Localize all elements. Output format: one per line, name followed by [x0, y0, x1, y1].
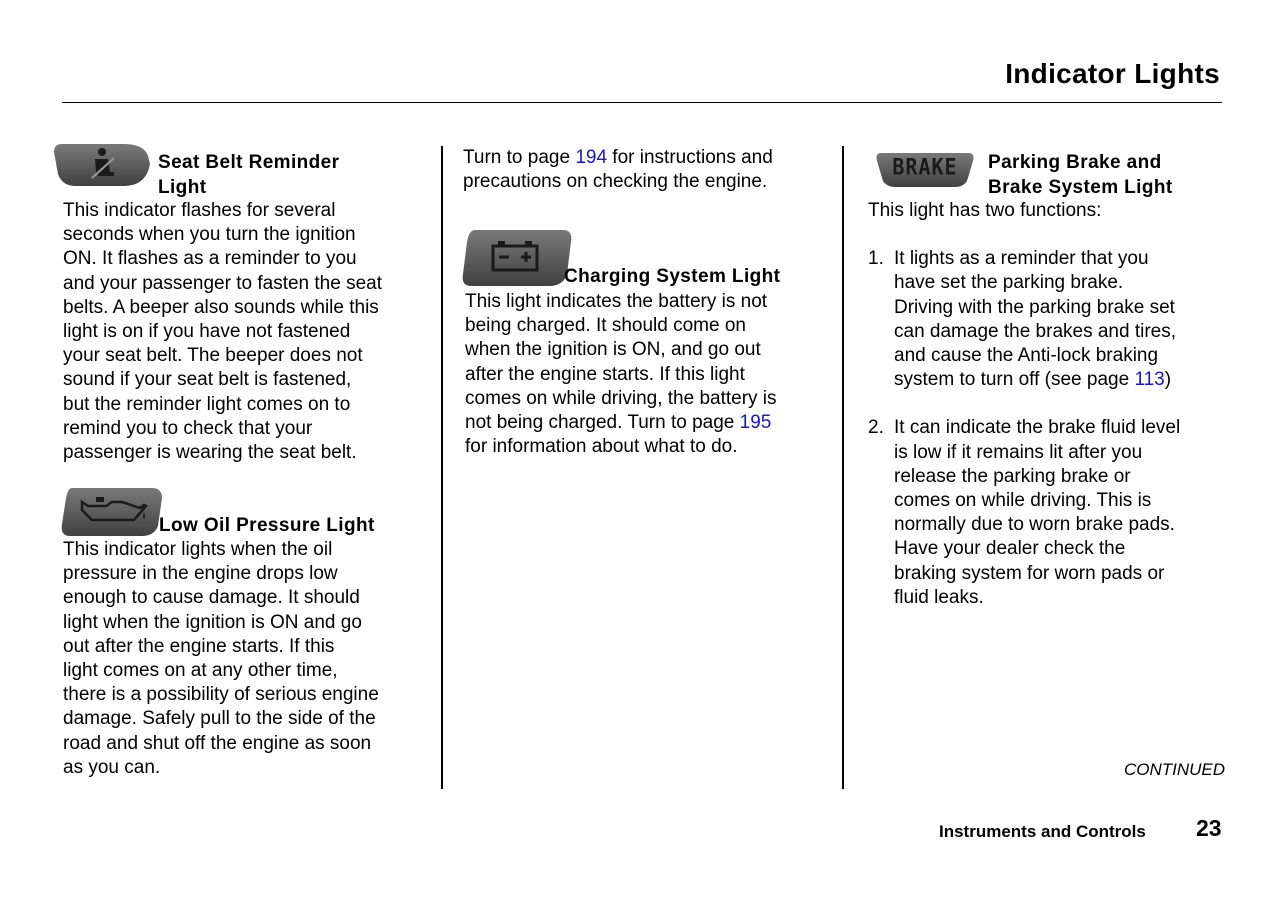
- charging-body: [465, 290, 835, 459]
- brake-heading-line2: Brake System Light: [988, 176, 1173, 198]
- list-item: [868, 416, 1228, 610]
- text-line: [894, 368, 1228, 392]
- page-title: Indicator Lights: [1005, 58, 1220, 89]
- continued-label: CONTINUED: [1123, 760, 1225, 779]
- list-number: 1.: [868, 248, 884, 270]
- text-line: enough to cause damage. It should: [63, 587, 360, 609]
- text-line: This indicator flashes for several: [63, 200, 336, 221]
- text-line: out after the engine starts. If this: [63, 635, 335, 657]
- text-fragment: Turn to page: [463, 147, 576, 168]
- text-line: pressure in the engine drops low: [63, 563, 338, 585]
- text-line: It can indicate the brake fluid level: [894, 417, 1181, 439]
- list-number: 2.: [868, 417, 884, 439]
- text-line: comes on while driving. This is: [894, 490, 1152, 512]
- text-line: comes on while driving, the battery is: [465, 387, 777, 409]
- page-link-194[interactable]: 194: [575, 147, 608, 168]
- battery-charging-indicator-icon: [461, 228, 575, 288]
- text-line: This indicator lights when the oil: [63, 539, 333, 560]
- text-line: there is a possibility of serious engine: [63, 684, 379, 706]
- text-line: Driving with the parking brake set: [894, 296, 1175, 318]
- text-line: belts. A beeper also sounds while this: [63, 296, 379, 318]
- text-line: your seat belt. The beeper does not: [63, 345, 363, 367]
- text-fragment: not being charged. Turn to page: [465, 412, 740, 434]
- text-line: release the parking brake or: [894, 465, 1131, 487]
- text-line: seconds when you turn the ignition: [63, 224, 356, 246]
- text-line: It lights as a reminder that you: [894, 248, 1149, 270]
- text-line: braking system for worn pads or: [894, 562, 1165, 584]
- text-line: light when the ignition is ON and go: [63, 611, 362, 633]
- text-line: passenger is wearing the seat belt.: [63, 442, 357, 464]
- text-line: This light indicates the battery is not: [465, 291, 768, 312]
- text-line: and your passenger to fasten the seat: [63, 272, 382, 294]
- text-line: light comes on at any other time,: [63, 660, 338, 682]
- column-divider-1: [441, 146, 443, 789]
- text-line: have set the parking brake.: [894, 272, 1124, 294]
- column-divider-2: [842, 146, 844, 789]
- text-line: as you can.: [63, 756, 161, 778]
- list-item: [868, 247, 1228, 392]
- page-number: 23: [1196, 815, 1222, 841]
- header-rule: [62, 102, 1222, 103]
- brake-body: [868, 199, 1228, 610]
- text-line: damage. Safely pull to the side of the: [63, 708, 376, 730]
- brake-heading: [988, 151, 1173, 200]
- text-line: sound if your seat belt is fastened,: [63, 369, 352, 391]
- text-line: being charged. It should come on: [465, 315, 746, 337]
- text-line: normally due to worn brake pads.: [894, 514, 1175, 536]
- seatbelt-indicator-icon: [54, 142, 150, 188]
- text-line: remind you to check that your: [63, 417, 313, 439]
- page-link-195[interactable]: 195: [739, 412, 772, 434]
- text-line: [465, 411, 835, 435]
- text-line: ON. It flashes as a reminder to you: [63, 248, 357, 270]
- text-line: [463, 146, 833, 170]
- text-line: Have your dealer check the: [894, 538, 1126, 560]
- seatbelt-heading-line2: Light: [158, 176, 207, 198]
- brake-heading-line1: Parking Brake and: [988, 152, 1162, 173]
- text-line: fluid leaks.: [894, 586, 984, 608]
- text-fragment: for instructions and: [607, 147, 773, 168]
- text-fragment: system to turn off (see page: [894, 369, 1135, 391]
- seatbelt-heading: [158, 151, 339, 200]
- footer-section-title: Instruments and Controls: [939, 822, 1146, 841]
- text-line: but the reminder light comes on to: [63, 393, 351, 415]
- brake-icon-label: BRAKE: [892, 153, 958, 181]
- charging-heading: Charging System Light: [564, 266, 781, 287]
- text-line: is low if it remains lit after you: [894, 441, 1143, 463]
- text-line: light is on if you have not fastened: [63, 321, 351, 343]
- text-line: precautions on checking the engine.: [463, 171, 768, 193]
- text-line: can damage the brakes and tires,: [894, 320, 1177, 342]
- text-fragment: ): [1164, 369, 1172, 391]
- oil-body: [63, 538, 435, 780]
- text-line: for information about what to do.: [465, 436, 738, 458]
- oil-heading: Low Oil Pressure Light: [159, 515, 375, 536]
- page-link-113[interactable]: 113: [1134, 369, 1165, 391]
- brake-intro: This light has two functions:: [868, 200, 1102, 221]
- text-line: when the ignition is ON, and go out: [465, 339, 761, 361]
- text-line: road and shut off the engine as soon: [63, 732, 372, 754]
- seatbelt-body: [63, 199, 435, 465]
- oil-pressure-indicator-icon: [60, 486, 164, 538]
- seatbelt-heading-line1: Seat Belt Reminder: [158, 152, 340, 173]
- engine-intro: [463, 146, 833, 194]
- text-line: after the engine starts. If this light: [465, 363, 745, 385]
- text-line: and cause the Anti-lock braking: [894, 345, 1159, 367]
